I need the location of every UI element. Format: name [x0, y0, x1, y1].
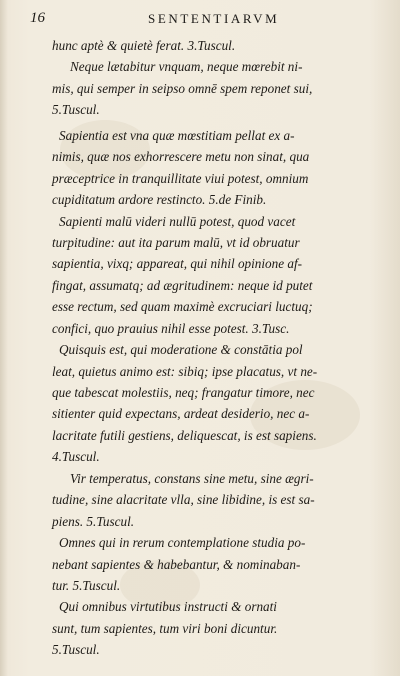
text-line: 4.Tuscul. — [52, 449, 100, 465]
text-line: tudine, sine alacritate vlla, sine libidine, is est sa- — [52, 492, 315, 508]
text-line: hunc aptè & quietè ferat. 3.Tuscul. — [52, 38, 236, 53]
page-header — [30, 10, 375, 30]
text-line: sapientia, vixq; appareat, qui nihil opinione af- — [52, 256, 303, 272]
text-line: Vir temperatus, constans sine metu, sine ægri- — [70, 470, 314, 486]
text-line: cupiditatum ardore restincto. 5.de Finib. — [52, 192, 267, 208]
running-title: SENTENTIARVM — [148, 11, 280, 26]
text-line: Neque lætabitur vnquam, neque mœrebit ni- — [70, 59, 303, 75]
text-line: tur. 5.Tuscul. — [52, 577, 121, 593]
text-line: præceptrice in tranquillitate viui potest, omnium — [52, 170, 309, 186]
page-number: 16 — [30, 10, 45, 26]
text-line: sitienter quid expectans, ardeat desiderio, nec a- — [52, 406, 310, 422]
text-line: Sapienti malū videri nullū potest, quod vacet — [59, 213, 296, 229]
text-line: Quisquis est, qui moderatione & constātia pol — [59, 342, 303, 358]
text-line: turpitudine: aut ita parum malū, vt id obruatur — [52, 234, 300, 250]
text-line: mis, qui semper in seipso omnē spem reponet sui, — [52, 80, 313, 96]
text-line: lacritate futili gestiens, deliquescat, is est sapiens. — [52, 427, 317, 443]
text-line: esse rectum, sed quam maximè excruciari luctuq; — [52, 299, 313, 315]
text-line: Qui omnibus virtutibus instructi & ornati — [59, 599, 277, 615]
text-line: nebant sapientes & habebantur, & nominaban- — [52, 556, 301, 572]
text-line: sunt, tum sapientes, tum viri boni dicuntur. — [52, 620, 278, 636]
text-line: nimis, quæ nos exhorrescere metu non sinat, qua — [52, 149, 310, 165]
text-body — [52, 35, 370, 661]
text-line: 5.Tuscul. — [52, 102, 100, 118]
text-line: Sapientia est vna quæ mœstitiam pellat ex a- — [59, 127, 295, 143]
text-line: piens. 5.Tuscul. — [52, 513, 135, 529]
text-line: fingat, assumatq; ad ægritudinem: neque id putet — [52, 277, 313, 293]
text-line: 5.Tuscul. — [52, 642, 100, 658]
text-line: confici, quo prauius nihil esse potest. 3.Tusc. — [52, 320, 290, 336]
text-line: leat, quietus animo est: sibiq; ipse placatus, vt ne- — [52, 363, 318, 379]
text-line: que tabescat molestiis, neq; frangatur timore, nec — [52, 385, 315, 400]
text-line: Omnes qui in rerum contemplatione studia po- — [59, 535, 306, 551]
